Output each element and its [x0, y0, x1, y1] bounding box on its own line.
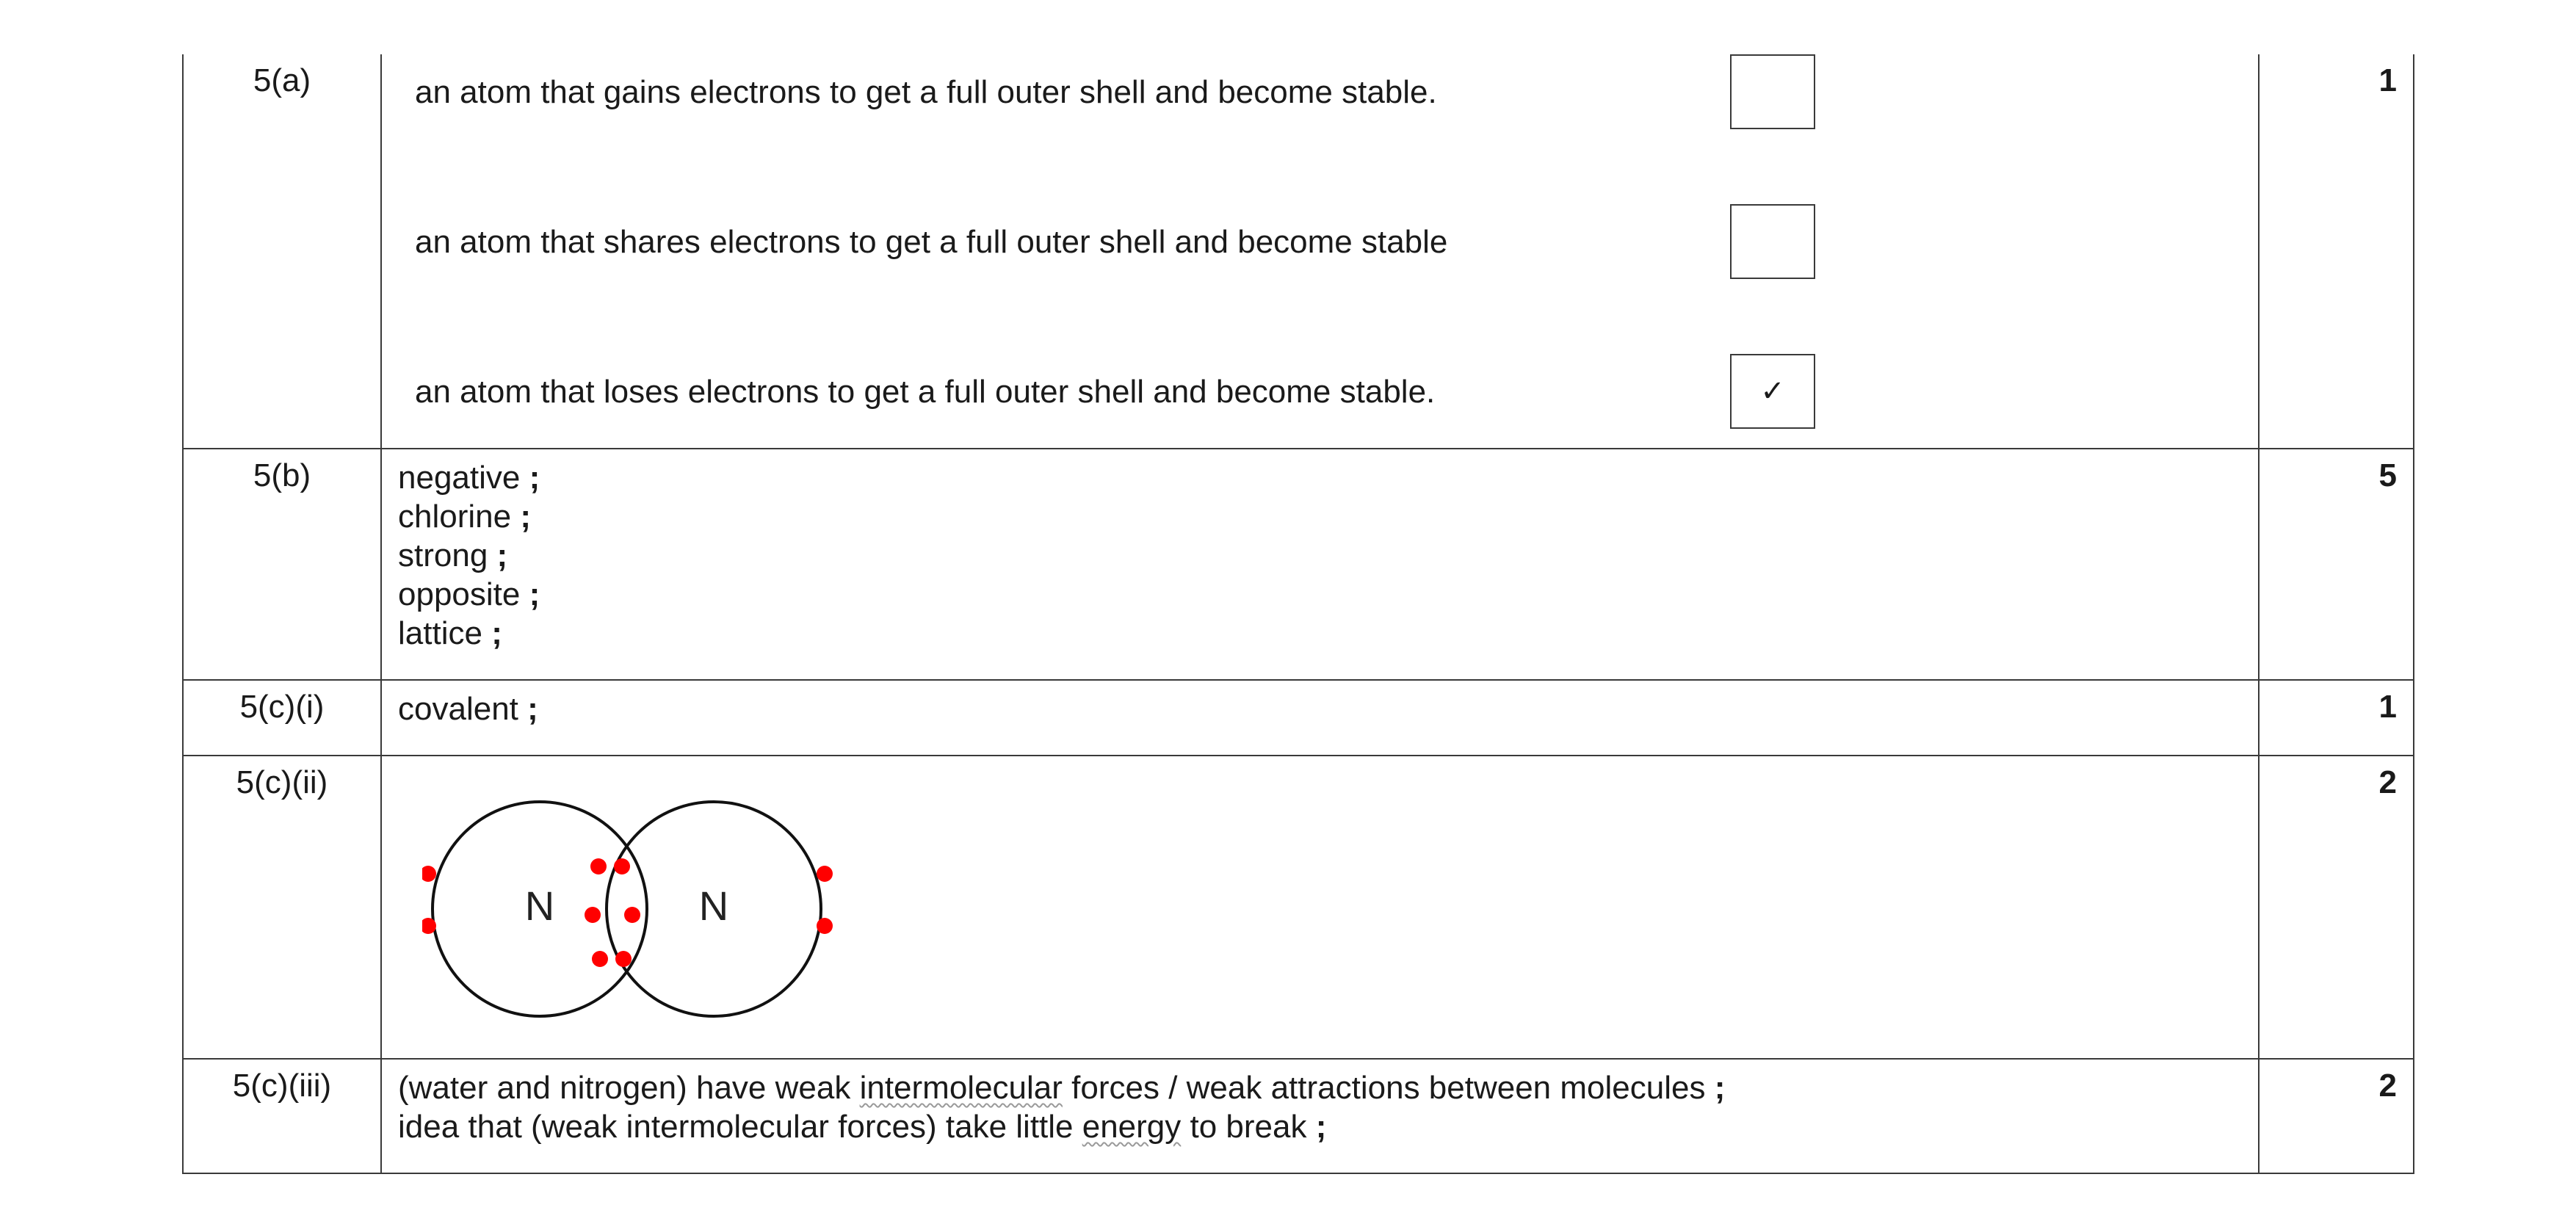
answer-list: [382, 681, 2258, 728]
electron-dot: [592, 951, 608, 967]
separator: ;: [529, 576, 540, 612]
electron-dot: [624, 907, 640, 923]
answer-text: forces / weak attractions between molecules: [1062, 1070, 1715, 1106]
option-text: an atom that gains electrons to get a full outer shell and become stable.: [415, 74, 1437, 110]
question-number-cell: [183, 756, 381, 1059]
electron-dot: [614, 858, 630, 874]
marks-value: 2: [2378, 764, 2397, 800]
answer-line: [398, 614, 2258, 653]
electron-dot: [590, 858, 607, 874]
marks-cell: [2259, 756, 2414, 1059]
answer-cell: [381, 756, 2259, 1059]
spellcheck-word: energy: [1082, 1109, 1182, 1145]
question-number-cell: [183, 449, 381, 680]
separator: ;: [1714, 1070, 1726, 1106]
answer-text: (water and nitrogen) have weak: [398, 1070, 860, 1106]
marks-cell: [2259, 680, 2414, 756]
answer-text: idea that (weak intermolecular forces) take little: [398, 1109, 1082, 1145]
answer-text: lattice: [398, 615, 482, 651]
answer-text: opposite: [398, 576, 521, 612]
marks-cell: [2259, 1059, 2414, 1173]
answer-text: covalent: [398, 691, 518, 727]
answer-list: [382, 1060, 2258, 1146]
answer-cell: [381, 680, 2259, 756]
answer-list: [382, 449, 2258, 653]
answer-text: negative: [398, 460, 521, 496]
separator: ;: [496, 537, 508, 573]
answer-line: [398, 458, 2258, 497]
question-number: 5(c)(ii): [236, 764, 328, 800]
option-text: an atom that loses electrons to get a full outer shell and become stable.: [415, 374, 1436, 410]
answer-text: to break: [1181, 1109, 1316, 1145]
option-gains: [415, 54, 1437, 131]
separator: ;: [1315, 1109, 1327, 1145]
spellcheck-word: intermolecular: [859, 1070, 1063, 1106]
check-icon: ✓: [1760, 375, 1785, 408]
question-number-cell: [183, 54, 381, 449]
marks-value: 1: [2378, 62, 2397, 98]
option-shares: [415, 204, 1447, 280]
electron-dot: [422, 866, 436, 882]
answer-line: [398, 1107, 2258, 1146]
answer-line: [398, 1068, 2258, 1107]
separator: ;: [491, 615, 502, 651]
marks-value: 2: [2378, 1068, 2397, 1104]
right-atom-symbol: N: [698, 883, 729, 929]
marks-value: 1: [2378, 689, 2397, 725]
electron-dot: [817, 918, 833, 934]
answer-cell: [381, 449, 2259, 680]
answer-line: [398, 689, 2258, 728]
option-text: an atom that shares electrons to get a full outer shell and become stable: [415, 224, 1448, 260]
left-atom-symbol: N: [524, 883, 555, 929]
answer-line: [398, 575, 2258, 614]
option-list: [382, 54, 2258, 448]
answer-cell: [381, 1059, 2259, 1173]
marks-cell: [2259, 449, 2414, 680]
mark-scheme-table: [182, 54, 2414, 1174]
answer-text: strong: [398, 537, 488, 573]
option-loses: [415, 354, 1435, 430]
question-number: 5(c)(iii): [232, 1068, 332, 1104]
table-row: [183, 680, 2414, 756]
separator: ;: [529, 460, 540, 496]
question-number-cell: [183, 1059, 381, 1173]
answer-text: chlorine: [398, 499, 512, 535]
tick-box-gains[interactable]: [1730, 54, 1815, 129]
question-number-cell: [183, 680, 381, 756]
nitrogen-molecule-diagram: [422, 792, 863, 1041]
dot-cross-diagram-area: [382, 756, 2258, 1058]
answer-cell: [381, 54, 2259, 449]
answer-line: [398, 536, 2258, 575]
separator: ;: [527, 691, 538, 727]
table-row: [183, 756, 2414, 1059]
tick-box-shares[interactable]: [1730, 204, 1815, 279]
electron-group: [422, 858, 833, 967]
electron-dot: [585, 907, 601, 923]
marks-value: 5: [2378, 457, 2397, 493]
tick-box-loses[interactable]: [1730, 354, 1815, 429]
separator: ;: [520, 499, 531, 535]
electron-dot: [615, 951, 632, 967]
marks-cell: [2259, 54, 2414, 449]
table-row: [183, 449, 2414, 680]
question-number: 5(b): [253, 457, 311, 493]
question-number: 5(c)(i): [239, 689, 325, 725]
table-row: [183, 54, 2414, 449]
table-row: [183, 1059, 2414, 1173]
electron-dot: [817, 866, 833, 882]
answer-line: [398, 497, 2258, 536]
question-number: 5(a): [253, 62, 311, 98]
